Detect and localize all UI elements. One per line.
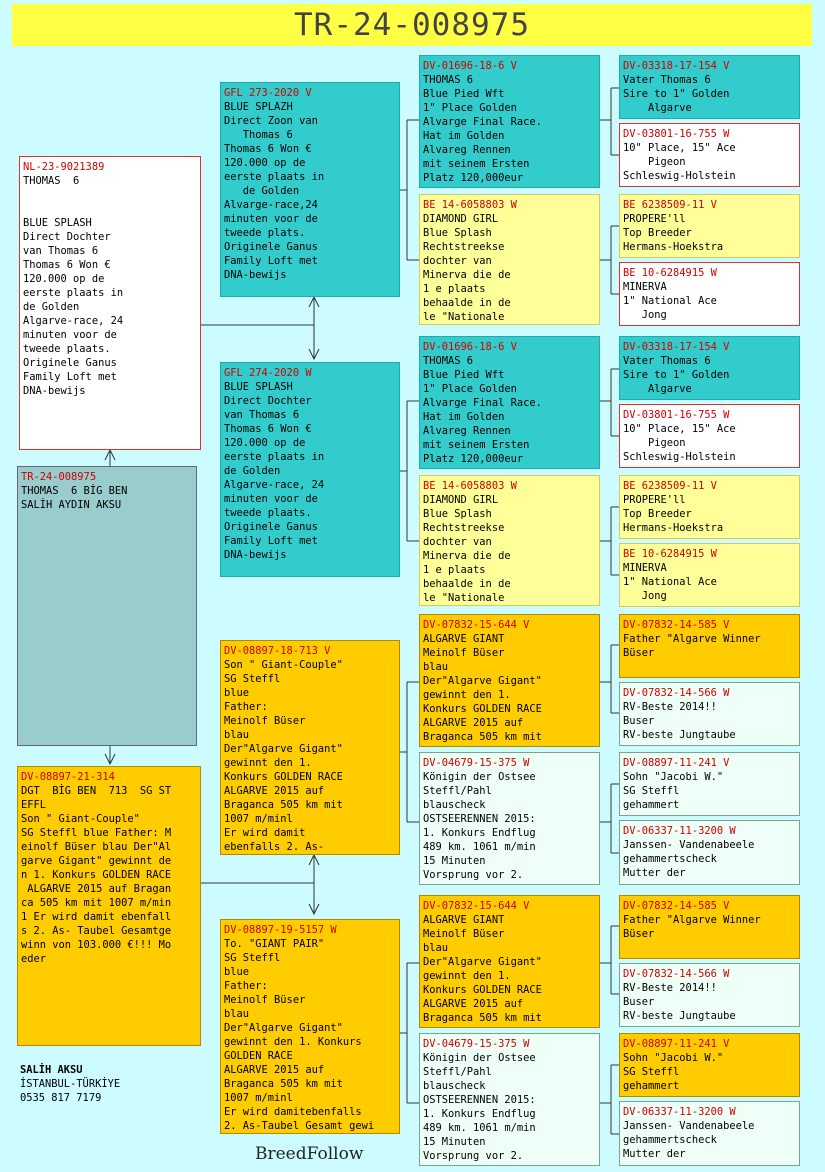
pigeon-notes: Königin der Ostsee Steffl/Pahl blauscheck OSTSEERENNEN 2015: 1. Konkurs Endflug 489 km. 1061 m/min 15 Minuten Vorsprung vor 2. bbox=[423, 1052, 536, 1162]
owner-name: SALİH AKSU bbox=[20, 1064, 83, 1076]
ring-number: DV-03801-16-755 W bbox=[623, 128, 730, 140]
great-grandparent-card[interactable] bbox=[419, 1033, 600, 1166]
ring-number: DV-01696-18-6 V bbox=[423, 341, 517, 353]
pigeon-notes: THOMAS 6 BİG BEN SALİH AYDIN AKSU bbox=[21, 485, 128, 511]
ring-number: BE 14-6058803 W bbox=[423, 199, 517, 211]
pigeon-notes: Vater Thomas 6 Sire to 1" Golden Algarve bbox=[623, 355, 730, 395]
brand-footer: BreedFollow bbox=[255, 1144, 364, 1164]
pigeon-notes: Vater Thomas 6 Sire to 1" Golden Algarve bbox=[623, 74, 730, 114]
pigeon-notes: Father "Algarve Winner Büser bbox=[623, 914, 761, 940]
pigeon-notes: PROPERE'll Top Breeder Hermans-Hoekstra bbox=[623, 494, 724, 534]
dam-card[interactable] bbox=[17, 766, 201, 1046]
sire-card[interactable] bbox=[19, 156, 201, 450]
ring-number: DV-03318-17-154 V bbox=[623, 60, 730, 72]
grandparent-card[interactable] bbox=[220, 640, 400, 855]
subject-card[interactable] bbox=[17, 466, 197, 746]
gg-grandparent-card[interactable] bbox=[619, 336, 800, 400]
great-grandparent-card[interactable] bbox=[419, 475, 600, 606]
gg-grandparent-card[interactable] bbox=[619, 820, 800, 885]
pigeon-notes: RV-Beste 2014!! Buser RV-beste Jungtaube bbox=[623, 701, 736, 741]
gg-grandparent-card[interactable] bbox=[619, 123, 800, 187]
ring-number: GFL 273-2020 V bbox=[224, 87, 312, 99]
pigeon-notes: THOMAS 6 BLUE SPLASH Direct Dochter van Thomas 6 Thomas 6 Won € 120.000 op de eerste plaats in de Golden Algarve-race, 24 minuten voor de tweede plaats. Originele Ganus Family Loft met DNA-bewijs bbox=[23, 175, 124, 397]
ring-number: BE 6238509-11 V bbox=[623, 480, 717, 492]
pigeon-notes: Janssen- Vandenabeele gehammertscheck Mutter der bbox=[623, 839, 755, 879]
gg-grandparent-card[interactable] bbox=[619, 963, 800, 1027]
ring-number: BE 10-6284915 W bbox=[623, 548, 717, 560]
ring-number: DV-04679-15-375 W bbox=[423, 757, 530, 769]
pigeon-notes: Janssen- Vandenabeele gehammertscheck Mutter der bbox=[623, 1120, 755, 1160]
ring-number: DV-08897-18-713 V bbox=[224, 645, 331, 657]
pigeon-notes: Sohn "Jacobi W." SG Steffl gehammert bbox=[623, 1052, 724, 1092]
gg-grandparent-card[interactable] bbox=[619, 1033, 800, 1097]
gg-grandparent-card[interactable] bbox=[619, 194, 800, 258]
great-grandparent-card[interactable] bbox=[419, 614, 600, 747]
pigeon-notes: THOMAS 6 Blue Pied Wft 1" Place Golden Alvarge Final Race. Hat im Golden Alvareg Rennen mit seinem Ersten Platz 120,000eur bbox=[423, 355, 542, 465]
ring-number: GFL 274-2020 W bbox=[224, 367, 312, 379]
ring-number: DV-04679-15-375 W bbox=[423, 1038, 530, 1050]
gg-grandparent-card[interactable] bbox=[619, 682, 800, 746]
gg-grandparent-card[interactable] bbox=[619, 752, 800, 816]
pigeon-notes: Königin der Ostsee Steffl/Pahl blauscheck OSTSEERENNEN 2015: 1. Konkurs Endflug 489 km. 1061 m/min 15 Minuten Vorsprung vor 2. bbox=[423, 771, 536, 881]
owner-address: İSTANBUL-TÜRKİYE 0535 817 7179 bbox=[20, 1078, 121, 1104]
pigeon-notes: Father "Algarve Winner Büser bbox=[623, 633, 761, 659]
great-grandparent-card[interactable] bbox=[419, 55, 600, 188]
pigeon-notes: BLUE SPLASH Direct Dochter van Thomas 6 Thomas 6 Won € 120.000 op de eerste plaats in de Golden Algarve-race, 24 minuten voor de tweede plaats. Originele Ganus Family Loft met DNA-bewijs bbox=[224, 381, 325, 561]
gg-grandparent-card[interactable] bbox=[619, 55, 800, 119]
gg-grandparent-card[interactable] bbox=[619, 404, 800, 468]
pigeon-notes: 10" Place, 15" Ace Pigeon Schleswig-Holstein bbox=[623, 423, 736, 463]
grandparent-card[interactable] bbox=[220, 919, 400, 1134]
grandparent-card[interactable] bbox=[220, 362, 400, 577]
pigeon-notes: DGT BİG BEN 713 SG ST EFFL Son " Giant-Couple" SG Steffl blue Father: M einolf Büser blau Der"Al garve Gigant" gewinnt de n 1. Konkurs GOLDEN RACE ALGARVE 2015 auf Bragan ca 505 km mit 1007 m/min 1 Er wird damit ebenfall s 2. As- Taubel Gesamtge winn von 103.000 €!!! Mo eder bbox=[21, 785, 172, 965]
ring-number: DV-07832-14-585 V bbox=[623, 900, 730, 912]
pigeon-notes: ALGARVE GIANT Meinolf Büser blau Der"Algarve Gigant" gewinnt den 1. Konkurs GOLDEN RACE ALGARVE 2015 auf Braganca 505 km mit bbox=[423, 914, 542, 1024]
pigeon-notes: Sohn "Jacobi W." SG Steffl gehammert bbox=[623, 771, 724, 811]
ring-number: DV-08897-11-241 V bbox=[623, 757, 730, 769]
gg-grandparent-card[interactable] bbox=[619, 895, 800, 959]
ring-number: DV-08897-21-314 bbox=[21, 771, 115, 783]
page-title: TR-24-008975 bbox=[12, 4, 812, 46]
ring-number: DV-07832-14-585 V bbox=[623, 619, 730, 631]
gg-grandparent-card[interactable] bbox=[619, 475, 800, 539]
ring-number: DV-06337-11-3200 W bbox=[623, 1106, 736, 1118]
pigeon-notes: MINERVA 1" National Ace Jong bbox=[623, 281, 717, 321]
pigeon-notes: RV-Beste 2014!! Buser RV-beste Jungtaube bbox=[623, 982, 736, 1022]
pigeon-notes: To. "GIANT PAIR" SG Steffl blue Father: Meinolf Büser blau Der"Algarve Gigant" gewinnt den 1. Konkurs GOLDEN RACE ALGARVE 2015 auf Braganca 505 km mit 1007 m/minl Er wird damitebenfalls 2. As-Taubel Gesamt gewi bbox=[224, 938, 375, 1132]
ring-number: BE 6238509-11 V bbox=[623, 199, 717, 211]
pigeon-notes: DIAMOND GIRL Blue Splash Rechtstreekse dochter van Minerva die de 1 e plaats behaalde in de le "Nationale bbox=[423, 494, 511, 604]
pigeon-notes: PROPERE'll Top Breeder Hermans-Hoekstra bbox=[623, 213, 724, 253]
gg-grandparent-card[interactable] bbox=[619, 543, 800, 607]
ring-number: BE 14-6058803 W bbox=[423, 480, 517, 492]
gg-grandparent-card[interactable] bbox=[619, 262, 800, 326]
pigeon-notes: MINERVA 1" National Ace Jong bbox=[623, 562, 717, 602]
pigeon-notes: BLUE SPLAZH Direct Zoon van Thomas 6 Thomas 6 Won € 120.000 op de eerste plaats in de Golden Alvarge-race,24 minuten voor de tweede plats. Originele Ganus Family Loft met DNA-bewijs bbox=[224, 101, 325, 281]
ring-number: TR-24-008975 bbox=[21, 471, 97, 483]
ring-number: DV-08897-11-241 V bbox=[623, 1038, 730, 1050]
pigeon-notes: Son " Giant-Couple" SG Steffl blue Father: Meinolf Büser blau Der"Algarve Gigant" gewinnt den 1. Konkurs GOLDEN RACE ALGARVE 2015 auf Braganca 505 km mit 1007 m/minl Er wird damit ebenfalls 2. As- bbox=[224, 659, 343, 853]
ring-number: DV-07832-15-644 V bbox=[423, 619, 530, 631]
ring-number: DV-07832-14-566 W bbox=[623, 968, 730, 980]
great-grandparent-card[interactable] bbox=[419, 895, 600, 1028]
grandparent-card[interactable] bbox=[220, 82, 400, 297]
ring-number: DV-01696-18-6 V bbox=[423, 60, 517, 72]
gg-grandparent-card[interactable] bbox=[619, 614, 800, 678]
ring-number: DV-03801-16-755 W bbox=[623, 409, 730, 421]
ring-number: NL-23-9021389 bbox=[23, 161, 105, 173]
owner-info bbox=[20, 1063, 120, 1105]
ring-number: DV-07832-14-566 W bbox=[623, 687, 730, 699]
ring-number: DV-08897-19-5157 W bbox=[224, 924, 337, 936]
ring-number: DV-07832-15-644 V bbox=[423, 900, 530, 912]
ring-number: DV-03318-17-154 V bbox=[623, 341, 730, 353]
great-grandparent-card[interactable] bbox=[419, 336, 600, 469]
ring-number: DV-06337-11-3200 W bbox=[623, 825, 736, 837]
great-grandparent-card[interactable] bbox=[419, 194, 600, 325]
pigeon-notes: THOMAS 6 Blue Pied Wft 1" Place Golden Alvarge Final Race. Hat im Golden Alvareg Rennen mit seinem Ersten Platz 120,000eur bbox=[423, 74, 542, 184]
pigeon-notes: ALGARVE GIANT Meinolf Büser blau Der"Algarve Gigant" gewinnt den 1. Konkurs GOLDEN RACE ALGARVE 2015 auf Braganca 505 km mit bbox=[423, 633, 542, 743]
pigeon-notes: 10" Place, 15" Ace Pigeon Schleswig-Holstein bbox=[623, 142, 736, 182]
great-grandparent-card[interactable] bbox=[419, 752, 600, 885]
ring-number: BE 10-6284915 W bbox=[623, 267, 717, 279]
pigeon-notes: DIAMOND GIRL Blue Splash Rechtstreekse dochter van Minerva die de 1 e plaats behaalde in de le "Nationale bbox=[423, 213, 511, 323]
gg-grandparent-card[interactable] bbox=[619, 1101, 800, 1166]
